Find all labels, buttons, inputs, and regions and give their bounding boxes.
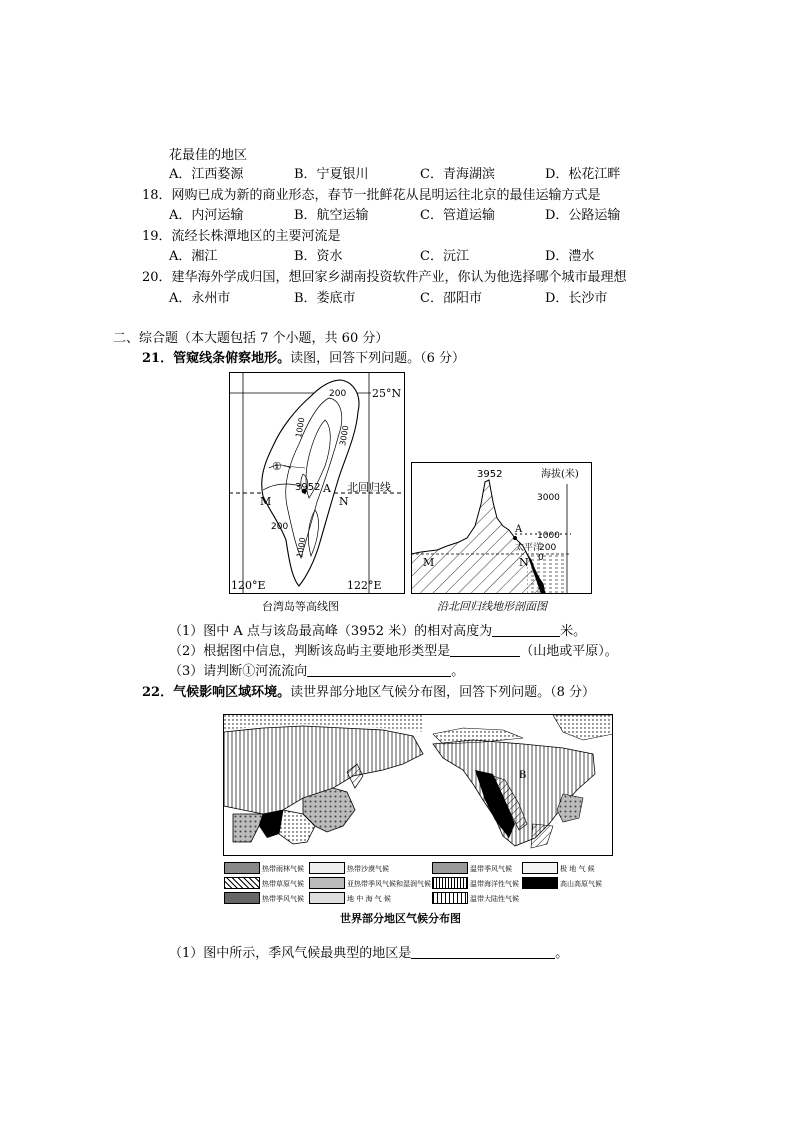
legend-swatch-maritime	[432, 877, 468, 889]
profile-peak-label: 3952	[477, 469, 503, 480]
q20-stem: 20．建华海外学成归国，想回家乡湖南投资软件产业，你认为他选择哪个城市最理想	[142, 270, 627, 285]
q22-stem-bold: 22．气候影响区域环境。	[142, 685, 291, 700]
terrain-profile-chart	[411, 462, 592, 594]
legend-mediterranean: 地 中 海 气 候	[347, 895, 391, 903]
point-m-label: M	[260, 495, 272, 508]
q22-sub1-end: 。	[555, 946, 569, 961]
q21-sub2-hint: （山地或平原）。	[520, 644, 618, 659]
q19-stem: 19．流经长株潭地区的主要河流是	[142, 229, 341, 244]
point-a-label: A	[323, 482, 331, 495]
legend-swatch-continental	[432, 892, 468, 904]
q17-option-b: B．宁夏银川	[294, 167, 369, 182]
legend-subtropical: 亚热带季风气候和湿润气候	[347, 880, 431, 888]
legend-temperate-monsoon: 温带季风气候	[470, 865, 512, 873]
tropic-of-cancer-label: 北回归线	[347, 481, 391, 494]
legend-swatch-highland	[522, 877, 558, 889]
profile-point-n: N	[519, 556, 529, 569]
q21-stem-bold: 21．管窥线条俯察地形。	[142, 351, 291, 366]
profile-point-m: M	[423, 556, 435, 569]
profile-axis-title: 海拔(米)	[541, 469, 579, 480]
q22-stem	[142, 684, 595, 702]
q20-option-c: C．邵阳市	[420, 291, 482, 306]
q21-sub1	[169, 622, 586, 641]
point-n-label: N	[339, 495, 349, 508]
q18-option-b: B．航空运输	[294, 208, 369, 223]
longitude-122e-label: 122°E	[347, 579, 382, 592]
q21-sub1-answer-blank[interactable]	[492, 622, 560, 637]
q22-stem-rest: 读世界部分地区气候分布图，回答下列问题。（8 分）	[290, 685, 595, 700]
q18-option-a: A．内河运输	[169, 208, 244, 223]
q19-option-b: B．资水	[294, 249, 343, 264]
legend-swatch-temperate-monsoon	[432, 862, 468, 874]
peak-elevation-label: 3952	[295, 482, 321, 493]
legend-polar: 极 地 气 候	[560, 865, 595, 873]
legend-highland: 高山高原气候	[560, 880, 602, 888]
q21-stem-rest: 读图，回答下列问题。（6 分）	[290, 351, 465, 366]
legend-swatch-savanna	[224, 877, 260, 889]
profile-tick-200: 200	[539, 543, 557, 553]
legend-tropical-monsoon: 热带季风气候	[262, 895, 304, 903]
longitude-120e-label: 120°E	[231, 579, 266, 592]
legend-swatch-rainforest	[224, 862, 260, 874]
q20-option-b: B．娄底市	[294, 291, 356, 306]
q21-sub2-text: （2）根据图中信息，判断该岛屿主要地形类型是	[169, 644, 451, 659]
q21-sub3	[169, 662, 464, 681]
q17-stem-tail: 花最佳的地区	[169, 148, 248, 163]
q19-option-c: C．沅江	[420, 249, 469, 264]
q21-stem	[142, 350, 465, 368]
contour-label-3000: 3000	[338, 424, 351, 447]
q21-sub1-text: （1）图中 A 点与该岛最高峰（3952 米）的相对高度为	[169, 624, 493, 639]
q20-option-d: D．长沙市	[545, 291, 608, 306]
contour-label-200-north: 200	[329, 389, 347, 399]
legend-swatch-desert	[309, 862, 345, 874]
profile-tick-1000: 1000	[537, 531, 560, 541]
q21-sub3-text: （3）请判断①河流流向	[169, 664, 308, 679]
q17-option-d: D．松花江畔	[545, 167, 621, 182]
q22-sub1-text: （1）图中所示，季风气候最典型的地区是	[169, 946, 412, 961]
world-climate-map	[223, 714, 613, 856]
q21-sub3-answer-blank[interactable]	[307, 662, 451, 677]
q21-sub3-end: 。	[451, 664, 465, 679]
legend-savanna: 热带草原气候	[262, 880, 304, 888]
q20-option-a: A．永州市	[169, 291, 231, 306]
contour-label-200-south: 200	[271, 522, 289, 532]
q21-sub2	[169, 642, 618, 661]
section-title: 二、综合题（本大题包括 7 个小题，共 60 分）	[113, 331, 389, 346]
q22-sub1-answer-blank[interactable]	[411, 944, 555, 959]
legend-continental: 温带大陆性气候	[470, 895, 519, 903]
profile-tick-3000: 3000	[537, 493, 560, 503]
profile-chart-caption: 沿北回归线地形剖面图	[437, 600, 547, 613]
legend-rainforest: 热带雨林气候	[262, 865, 304, 873]
q17-option-a: A．江西婺源	[169, 167, 244, 182]
legend-swatch-polar	[522, 862, 558, 874]
q21-sub1-unit: 米。	[560, 624, 587, 639]
q19-option-a: A．湘江	[169, 249, 218, 264]
taiwan-contour-map	[229, 372, 405, 594]
climate-map-caption: 世界部分地区气候分布图	[340, 912, 461, 925]
q17-option-c: C．青海湖滨	[420, 167, 495, 182]
contour-label-1000-north: 1000	[294, 416, 307, 439]
q19-option-d: D．澧水	[545, 249, 595, 264]
profile-ocean-label: 太平洋	[515, 543, 543, 553]
q18-stem: 18．网购已成为新的商业形态，春节一批鲜花从昆明运往北京的最佳运输方式是	[142, 188, 601, 203]
legend-swatch-mediterranean	[309, 892, 345, 904]
taiwan-map-caption: 台湾岛等高线图	[262, 600, 339, 613]
q18-option-c: C．管道运输	[420, 208, 495, 223]
map-label-b: B	[519, 770, 527, 781]
map-label-a: A	[485, 782, 493, 793]
q22-sub1	[169, 944, 568, 963]
q18-option-d: D．公路运输	[545, 208, 621, 223]
legend-maritime: 温带海洋性气候	[470, 880, 519, 888]
river-one-label: ①	[272, 460, 282, 473]
q21-sub2-answer-blank[interactable]	[450, 642, 520, 657]
profile-tick-0: 0	[538, 553, 544, 563]
contour-label-1000-south: 1000	[295, 536, 308, 559]
legend-swatch-tropical-monsoon	[224, 892, 260, 904]
latitude-25n-label: 25°N	[372, 387, 402, 400]
profile-point-a: A	[515, 524, 523, 535]
legend-swatch-subtropical	[309, 877, 345, 889]
legend-desert: 热带沙漠气候	[347, 865, 389, 873]
